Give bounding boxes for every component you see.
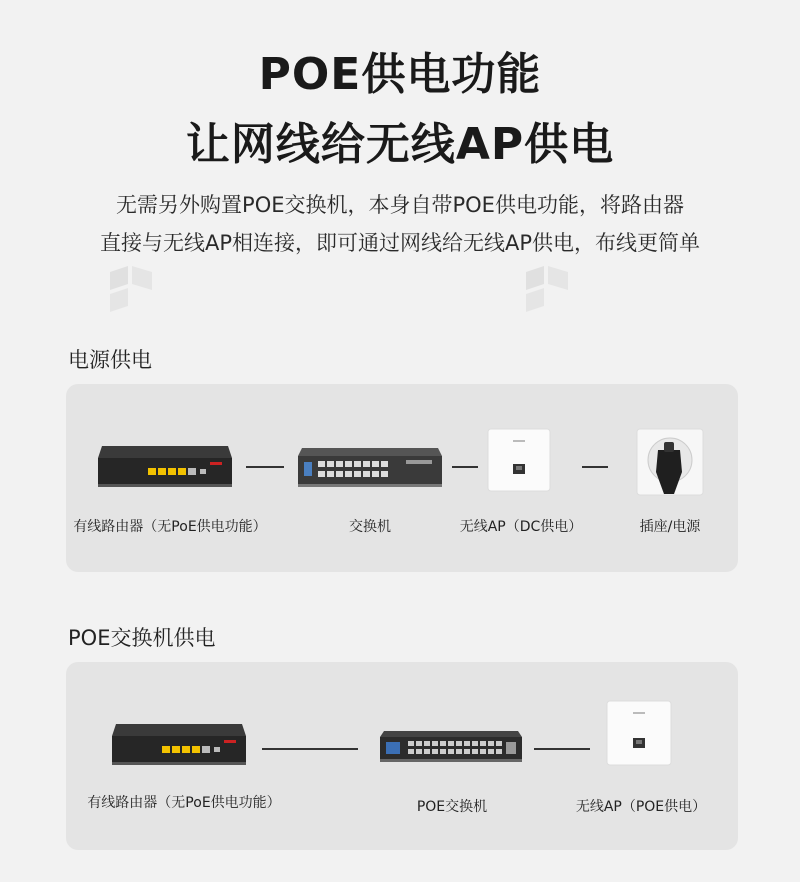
section-label-poe-switch: POE交换机供电 — [68, 626, 216, 650]
switch-icon — [296, 446, 444, 490]
title-line-2: 让网线给无线AP供电 — [185, 119, 615, 170]
power-socket-icon — [636, 428, 704, 496]
poe-switch-icon — [378, 730, 524, 764]
caption-wireless-ap-poe: 无线AP（POE供电） — [575, 799, 707, 815]
cable-line — [582, 466, 608, 468]
wireless-ap-icon — [606, 700, 672, 766]
section-label-power-supply: 电源供电 — [68, 348, 152, 372]
watermark-logo-icon — [524, 262, 576, 314]
caption-router: 有线路由器（无PoE供电功能） — [87, 795, 281, 811]
cable-line — [246, 466, 284, 468]
description-line-2: 直接与无线AP相连接，即可通过网线给无线AP供电，布线更简单 — [99, 231, 701, 255]
caption-wireless-ap: 无线AP（DC供电） — [459, 519, 583, 535]
caption-switch: 交换机 — [349, 519, 391, 535]
watermark-logo-icon — [108, 262, 160, 314]
caption-poe-switch: POE交换机 — [416, 799, 488, 815]
wireless-ap-icon — [487, 428, 551, 492]
title-line-1: POE供电功能 — [258, 49, 542, 100]
cable-line — [534, 748, 590, 750]
cable-line — [452, 466, 478, 468]
cable-line — [262, 748, 358, 750]
caption-router: 有线路由器（无PoE供电功能） — [73, 519, 267, 535]
router-icon — [110, 720, 248, 768]
router-icon — [96, 442, 234, 490]
description-line-1: 无需另外购置POE交换机，本身自带POE供电功能，将路由器 — [116, 193, 684, 217]
caption-socket: 插座/电源 — [639, 519, 701, 535]
